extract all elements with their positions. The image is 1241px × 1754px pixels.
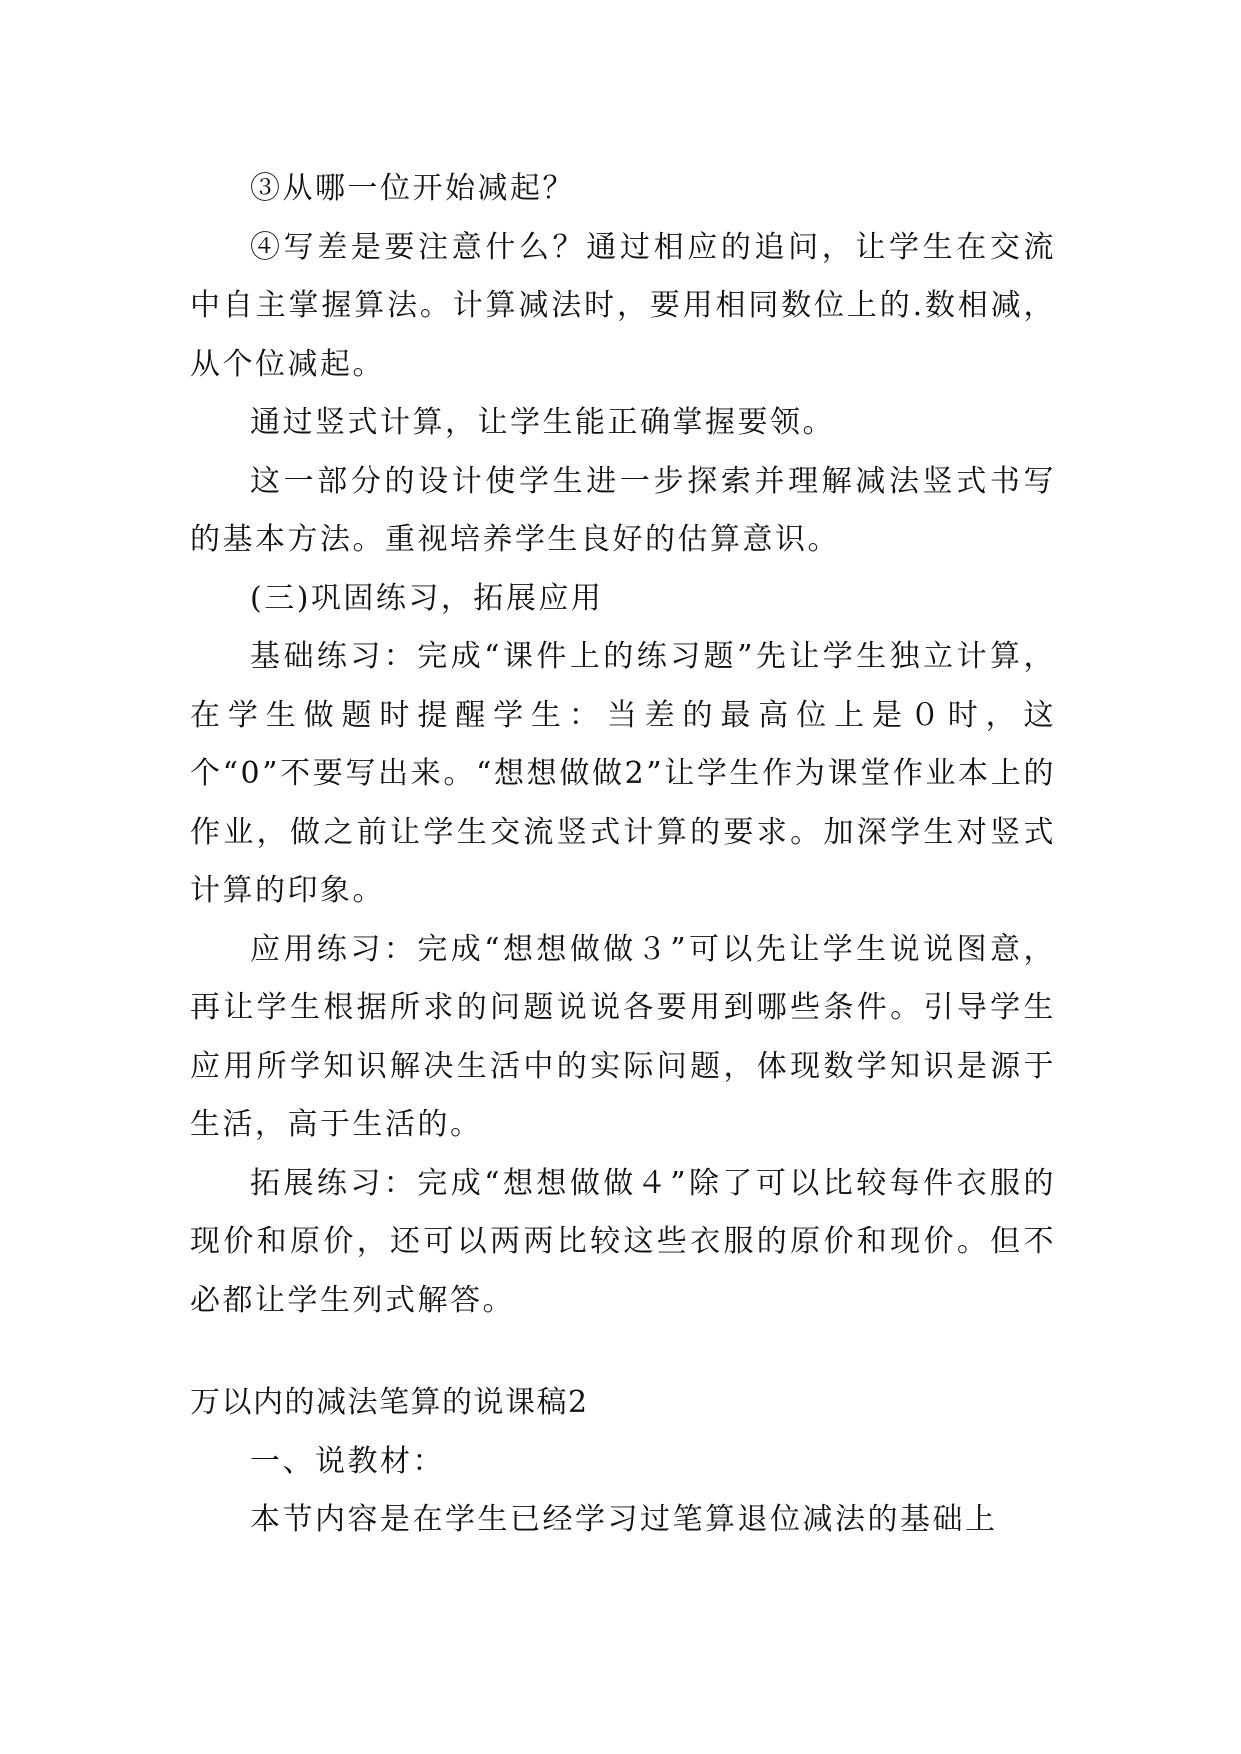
paragraph-section-three: (三)巩固练习，拓展应用 [250,580,604,616]
paragraph-textbook-intro: 本节内容是在学生已经学习过笔算退位减法的基础上 [250,1502,998,1537]
paragraph-design-note: 这一部分的设计使学生进一步探索并理解减法竖式书写的基本方法。重视培养学生良好的估算意识。 [190,463,1056,557]
paragraph-extended-practice: 拓展练习：完成“想想做做４”除了可以比较每件衣服的现价和原价，还可以两两比较这些衣服的原价和现价。但不必都让学生列式解答。 [190,1165,1056,1318]
document-body [190,160,1056,1550]
section-gap [190,1330,1056,1374]
section-title: 万以内的减法笔算的说课稿2 [190,1385,589,1420]
paragraph-question-4: ④写差是要注意什么？通过相应的追问，让学生在交流中自主掌握算法。计算减法时，要用相同数位上的.数相减，从个位减起。 [190,229,1056,382]
paragraph-basic-practice: 基础练习：完成“课件上的练习题”先让学生独立计算，在学生做题时提醒学生：当差的最高位上是０时，这个“0”不要写出来。“想想做做2”让学生作为课堂作业本上的作业，做之前让学生交流竖式计算的要求。加深学生对竖式计算的印象。 [190,639,1056,908]
paragraph-question-3: ③从哪一位开始减起？ [250,171,575,206]
paragraph-textbook-heading: 一、说教材： [250,1443,445,1479]
paragraph-vertical-calc: 通过竖式计算，让学生能正确掌握要领。 [250,405,835,440]
paragraph-applied-practice: 应用练习：完成“想想做做３”可以先让学生说说图意，再让学生根据所求的问题说说各要用到哪些条件。引导学生应用所学知识解决生活中的实际问题，体现数学知识是源于生活，高于生活的。 [190,931,1056,1142]
